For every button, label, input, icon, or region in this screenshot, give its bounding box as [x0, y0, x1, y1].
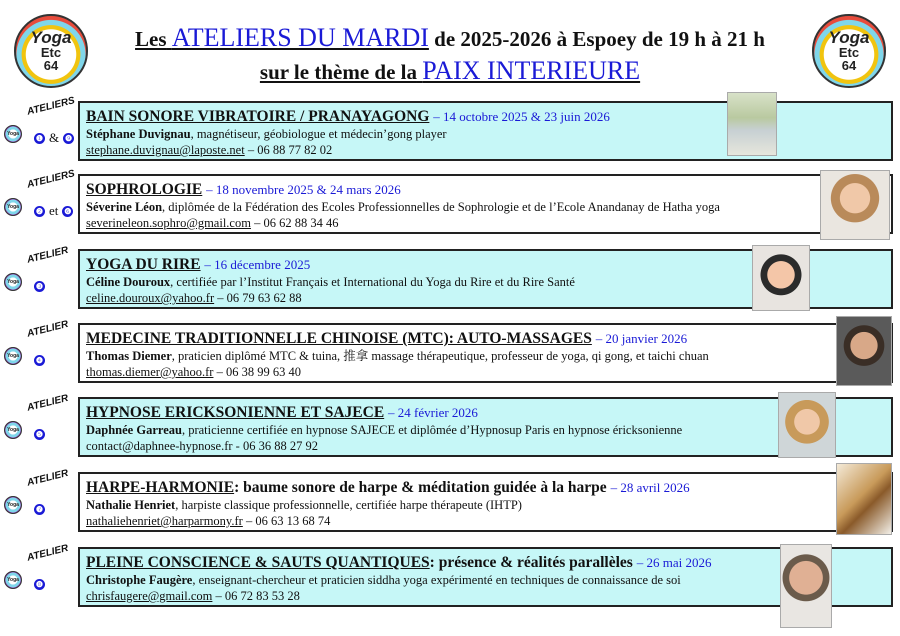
- atelier-number-badge: ❷: [35, 206, 44, 216]
- atelier-card: [78, 472, 893, 532]
- page-title: [96, 22, 804, 88]
- portrait-photo: [836, 316, 892, 386]
- yoga-etc-logo-left: Yoga Etc 64: [14, 14, 88, 88]
- title-line-1: Les ATELIERS DU MARDI de 2025-2026 à Espoey de 19 h à 21 h: [135, 23, 765, 52]
- atelier-number-badge: ❹: [35, 355, 44, 365]
- atelier-number-separator: et: [49, 203, 59, 219]
- email-link[interactable]: severineleon.sophro@gmail.com: [86, 216, 251, 230]
- atelier-numbers: [34, 575, 45, 591]
- email-link[interactable]: celine.douroux@yahoo.fr: [86, 291, 215, 305]
- yoga-etc-mini-logo: Yoga: [4, 421, 22, 439]
- yoga-etc-mini-logo: Yoga: [4, 496, 22, 514]
- atelier-number-badge: ❺: [35, 429, 44, 439]
- atelier-title: MEDECINE TRADITIONNELLE CHINOISE (MTC): AUTO-MASSAGES: [86, 330, 592, 347]
- intervenant-name: Daphnée Garreau: [86, 423, 182, 437]
- atelier-word: ATELIER: [26, 467, 70, 489]
- atelier-label: [0, 95, 80, 157]
- atelier-word: ATELIER: [26, 542, 70, 564]
- atelier-date: – 28 avril 2026: [610, 480, 690, 495]
- atelier-date: – 20 janvier 2026: [595, 331, 688, 346]
- atelier-number-badge: ❽: [35, 579, 44, 589]
- atelier-numbers: [34, 277, 45, 293]
- intervenant-name: Stéphane Duvignau: [86, 127, 191, 141]
- portrait-photo: [778, 392, 836, 458]
- atelier-subtitle: : baume sonore de harpe & méditation guidée à la harpe: [234, 479, 607, 496]
- phone-number: - 06 36 88 27 92: [232, 439, 318, 453]
- yoga-etc-mini-logo: Yoga: [4, 198, 22, 216]
- intervenant-description: , magnétiseur, géobiologue et médecin’gong player: [190, 127, 447, 141]
- contact-line: [86, 215, 885, 231]
- yoga-etc-mini-logo: Yoga: [4, 571, 22, 589]
- atelier-heading: [86, 329, 885, 348]
- intervenant-description: , diplômée de la Fédération des Ecoles Professionnelles de Sophrologie et de l’Ecole Anandanay de Hatha yoga: [162, 200, 720, 214]
- yoga-etc-mini-logo: Yoga: [4, 273, 22, 291]
- atelier-numbers: [34, 129, 74, 146]
- intervenant-description: , praticienne certifiée en hypnose SAJECE et diplômée d’Hypnosup Paris en hypnose éricksonienne: [181, 423, 683, 437]
- atelier-numbers: [34, 500, 45, 516]
- atelier-label: [0, 168, 80, 230]
- email-link[interactable]: chrisfaugere@gmail.com: [86, 589, 213, 603]
- atelier-card: [78, 323, 893, 383]
- intervenant-line: [86, 199, 885, 215]
- email-link[interactable]: stephane.duvignau@laposte.net: [86, 143, 245, 157]
- portrait-photo: [780, 544, 832, 628]
- atelier-title: SOPHROLOGIE: [86, 181, 203, 198]
- atelier-heading: [86, 553, 885, 572]
- atelier-heading: [86, 478, 885, 497]
- intervenant-line: [86, 497, 885, 513]
- atelier-heading: [86, 180, 885, 199]
- atelier-title: HYPNOSE ERICKSONIENNE ET SAJECE: [86, 404, 385, 421]
- contact-line: [86, 513, 885, 529]
- intervenant-name: Séverine Léon: [86, 200, 163, 214]
- intervenant-line: [86, 348, 885, 364]
- atelier-label: [0, 392, 80, 453]
- portrait-photo: [752, 245, 810, 311]
- yoga-etc-mini-logo: Yoga: [4, 347, 22, 365]
- atelier-date: – 18 novembre 2025 & 24 mars 2026: [206, 182, 401, 197]
- atelier-numbers: [34, 202, 73, 219]
- atelier-word: ATELIERS: [26, 95, 76, 118]
- atelier-number-badge: ❶: [35, 133, 44, 143]
- atelier-number-badge: ❾: [65, 133, 73, 143]
- contact-line: [86, 364, 885, 380]
- contact-line: [86, 438, 885, 454]
- atelier-card: [78, 397, 893, 457]
- phone-number: – 06 62 88 34 46: [250, 216, 339, 230]
- intervenant-line: [86, 572, 885, 588]
- email-link[interactable]: contact@daphnee-hypnose.fr: [86, 439, 233, 453]
- atelier-title: YOGA DU RIRE: [86, 256, 201, 273]
- intervenant-name: Céline Douroux: [86, 275, 171, 289]
- portrait-photo: [820, 170, 890, 240]
- atelier-word: ATELIERS: [26, 168, 76, 191]
- phone-number: – 06 88 77 82 02: [244, 143, 333, 157]
- atelier-title: HARPE-HARMONIE: [86, 479, 235, 496]
- intervenant-description: , praticien diplômé MTC & tuina, 推拿 massage thérapeutique, professeur de yoga, qi gong, et taichi chuan: [171, 349, 709, 363]
- intervenant-name: Christophe Faugère: [86, 573, 193, 587]
- atelier-numbers: [34, 425, 45, 441]
- contact-line: [86, 588, 885, 604]
- intervenant-description: , certifiée par l’Institut Français et International du Yoga du Rire et du Rire Santé: [170, 275, 575, 289]
- phone-number: – 06 63 13 68 74: [242, 514, 331, 528]
- email-link[interactable]: thomas.diemer@yahoo.fr: [86, 365, 214, 379]
- atelier-numbers: [34, 351, 45, 367]
- atelier-number-separator: &: [49, 130, 60, 146]
- atelier-word: ATELIER: [26, 244, 70, 266]
- harp-photo: [836, 463, 892, 535]
- yoga-etc-logo-right: Yoga Etc 64: [812, 14, 886, 88]
- yoga-etc-mini-logo: Yoga: [4, 125, 22, 143]
- atelier-label: [0, 244, 80, 305]
- email-link[interactable]: nathaliehenriet@harparmony.fr: [86, 514, 243, 528]
- atelier-date: – 24 février 2026: [388, 405, 478, 420]
- atelier-word: ATELIER: [26, 392, 70, 414]
- atelier-title: BAIN SONORE VIBRATOIRE / PRANAYAGONG: [86, 108, 430, 125]
- intervenant-line: [86, 422, 885, 438]
- title-line-2: sur le thème de la PAIX INTERIEURE: [259, 56, 641, 85]
- intervenant-description: , harpiste classique professionnelle, certifiée harpe thérapeute (IHTP): [175, 498, 522, 512]
- atelier-number-badge: ❻: [64, 206, 72, 216]
- atelier-heading: [86, 403, 885, 422]
- intervenant-description: , enseignant-chercheur et praticien siddha yoga expérimenté en techniques de connaissance de soi: [192, 573, 681, 587]
- phone-number: – 06 79 63 62 88: [214, 291, 302, 305]
- phone-number: – 06 38 99 63 40: [213, 365, 301, 379]
- atelier-date: – 14 octobre 2025 & 23 juin 2026: [433, 109, 610, 124]
- atelier-word: ATELIER: [26, 318, 70, 340]
- atelier-label: [0, 542, 80, 603]
- intervenant-name: Nathalie Henriet: [86, 498, 176, 512]
- phone-number: – 06 72 83 53 28: [212, 589, 300, 603]
- gong-player-photo: [727, 92, 777, 156]
- atelier-card: [78, 547, 893, 607]
- atelier-title: PLEINE CONSCIENCE & SAUTS QUANTIQUES: [86, 554, 430, 571]
- atelier-subtitle: : présence & réalités parallèles: [429, 554, 633, 571]
- atelier-label: [0, 467, 80, 528]
- atelier-number-badge: ❼: [35, 504, 44, 514]
- atelier-date: – 16 décembre 2025: [204, 257, 311, 272]
- atelier-card: [78, 174, 893, 234]
- atelier-date: – 26 mai 2026: [636, 555, 712, 570]
- atelier-number-badge: ❸: [35, 281, 44, 291]
- atelier-label: [0, 318, 80, 379]
- intervenant-name: Thomas Diemer: [86, 349, 172, 363]
